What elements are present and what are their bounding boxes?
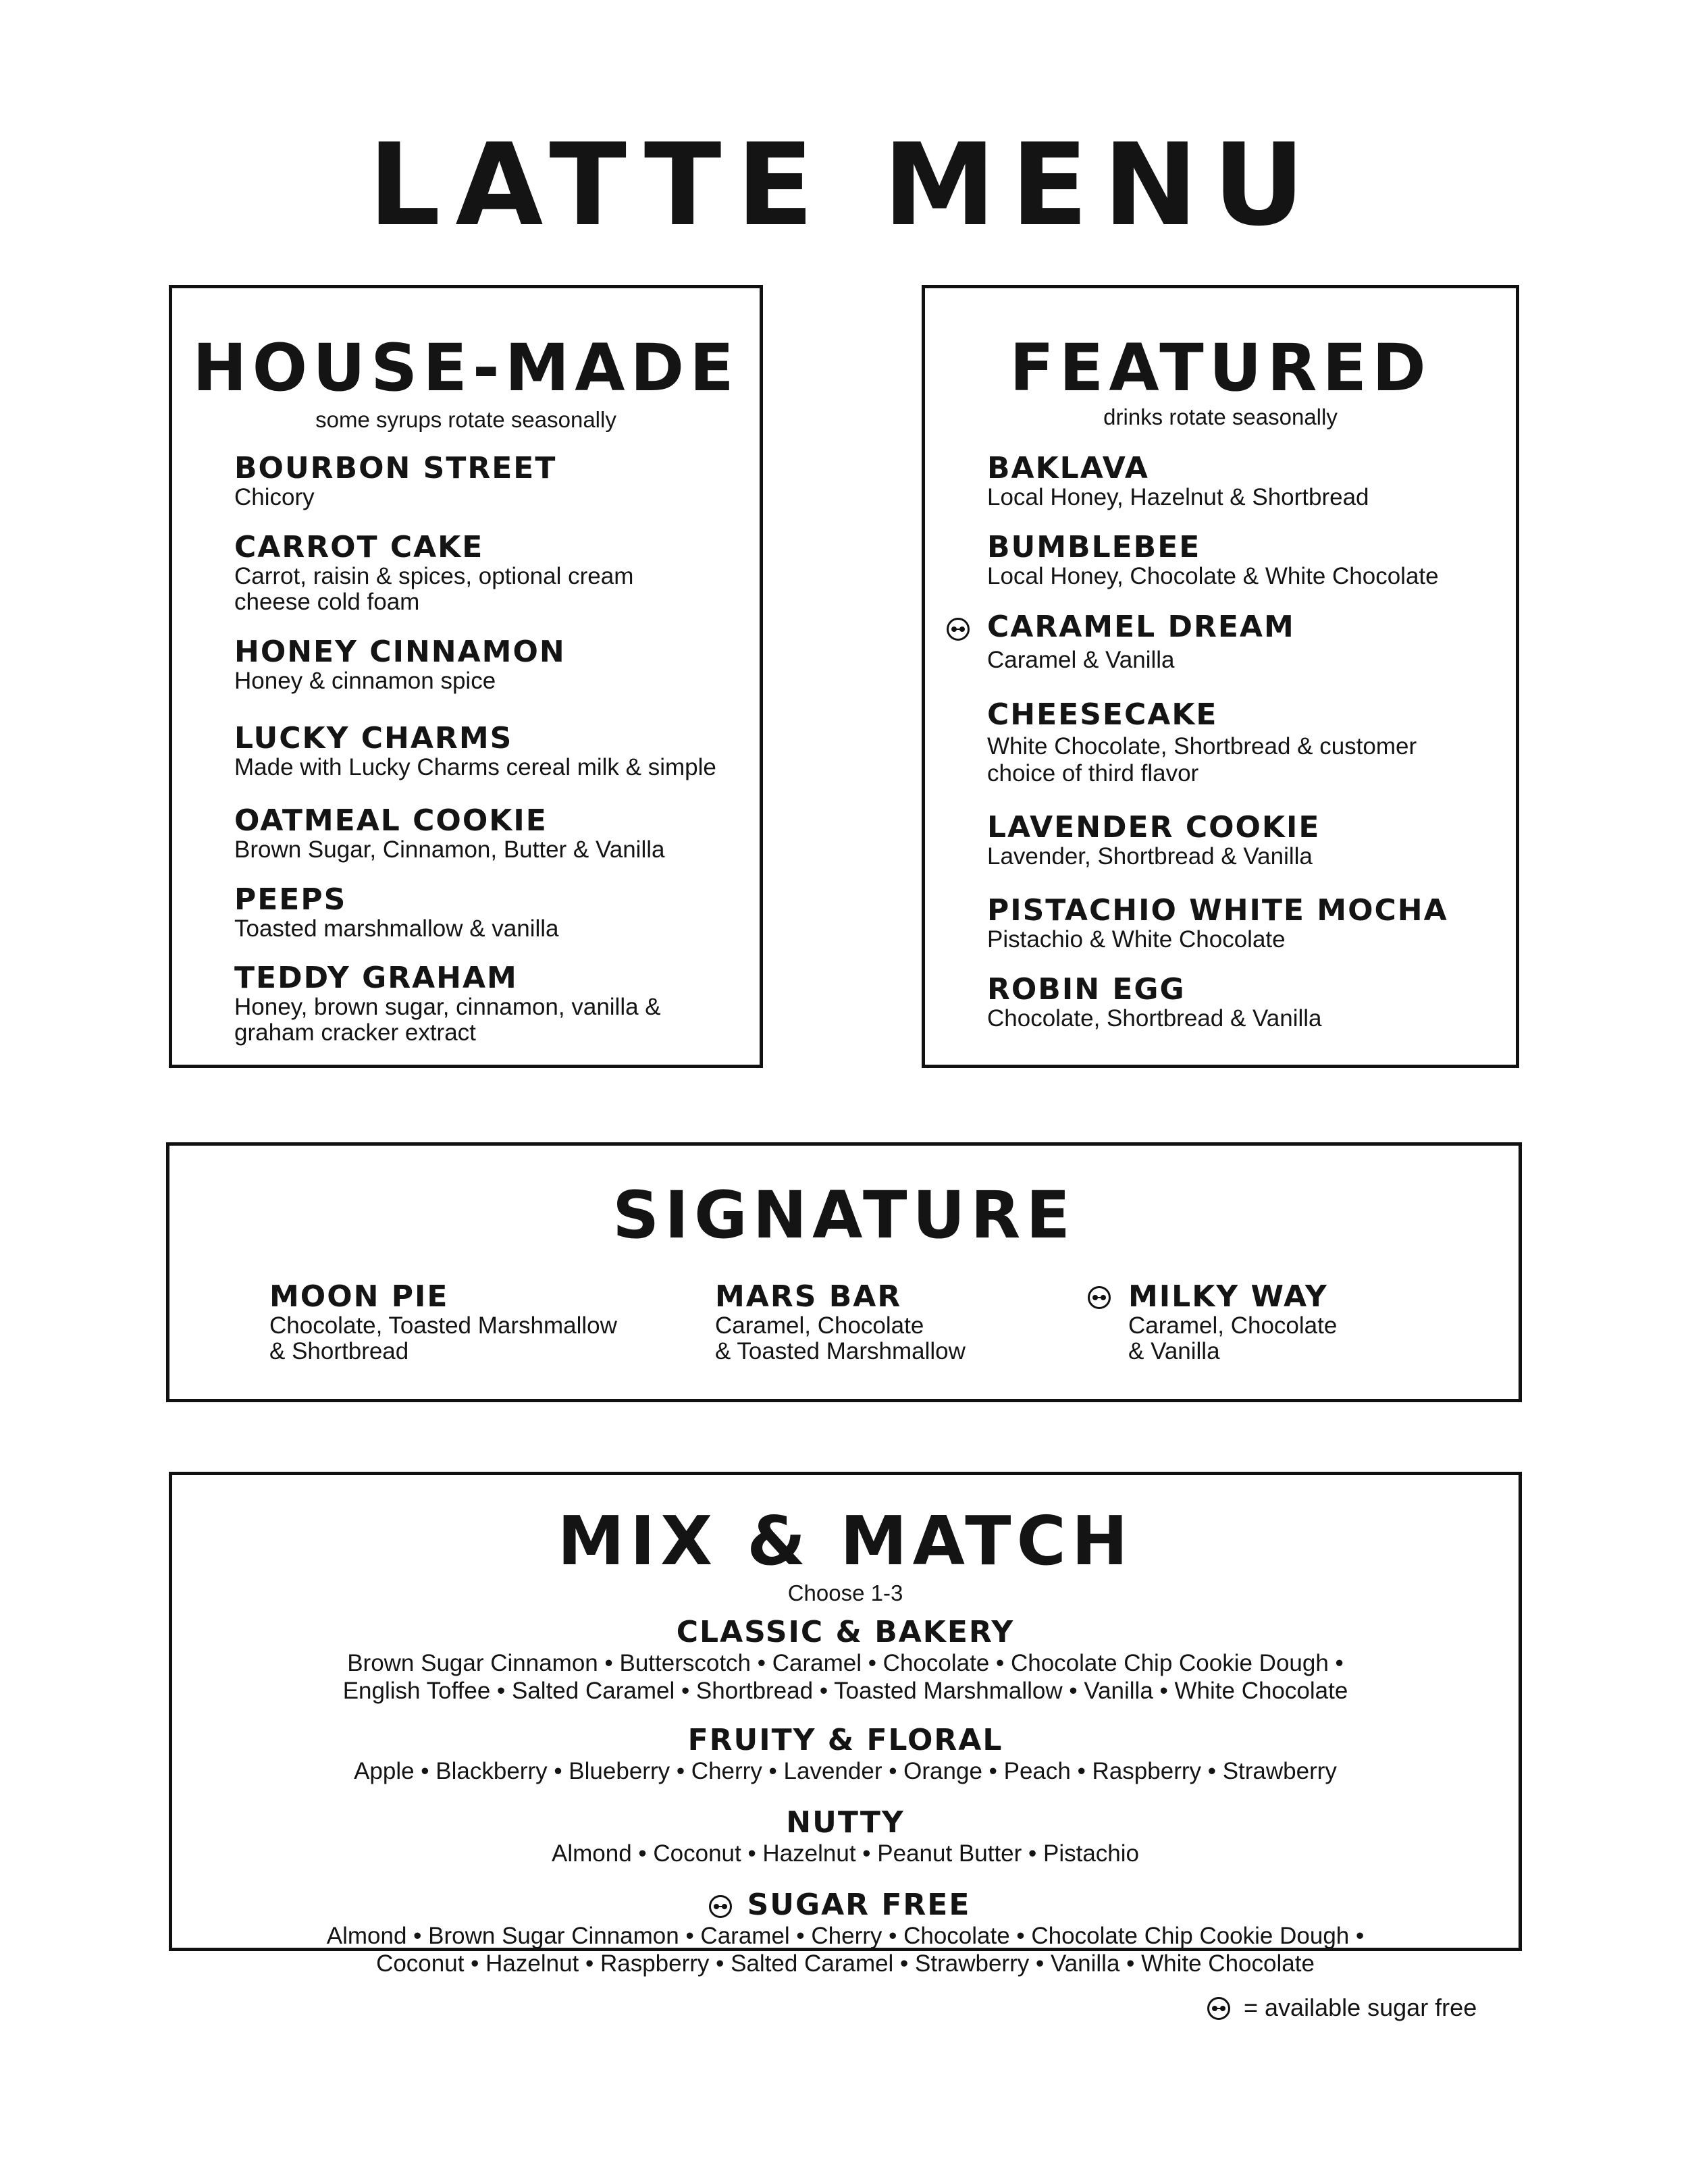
item-description: Honey & cinnamon spice [234,668,496,694]
house-made-section [169,285,763,1068]
featured-subtitle: drinks rotate seasonally [1103,404,1338,429]
menu-item [1128,1281,1337,1364]
menu-item [234,962,661,1046]
menu-item [234,636,566,694]
menu-item [715,1281,966,1364]
mix-match-title: MIX & MATCH [557,1501,1134,1580]
sugar-free-icon [1088,1286,1111,1309]
item-description: Toasted marshmallow & vanilla [234,915,559,942]
item-name: ROBIN EGG [987,972,1186,1007]
flavor-list: Coconut • Hazelnut • Raspberry • Salted Caramel • Strawberry • Vanilla • White Chocolate [376,1950,1315,1977]
item-name: PISTACHIO WHITE MOCHA [987,893,1448,928]
item-name: HONEY CINNAMON [234,635,566,669]
item-description: Made with Lucky Charms cereal milk & simple [234,754,716,780]
signature-section [166,1142,1522,1402]
item-description: Local Honey, Chocolate & White Chocolate [987,563,1439,589]
signature-title: SIGNATURE [612,1177,1076,1253]
item-description: Caramel, Chocolate [715,1312,924,1339]
menu-item [987,611,1295,673]
category-block [172,1888,1519,1977]
item-description: White Chocolate, Shortbread & customer [987,733,1417,760]
menu-item [987,811,1320,870]
menu-item [234,805,664,863]
legend-text: = available sugar free [1244,1994,1477,2021]
item-description: Chocolate, Toasted Marshmallow [269,1312,617,1339]
item-name: MARS BAR [715,1279,902,1314]
item-description: Pistachio & White Chocolate [987,926,1286,953]
item-description: & Shortbread [269,1338,409,1364]
item-description: Local Honey, Hazelnut & Shortbread [987,484,1369,510]
item-name: CARROT CAKE [234,530,484,564]
menu-item [987,895,1448,953]
item-description: Caramel, Chocolate [1128,1312,1338,1339]
item-description: cheese cold foam [234,589,420,615]
category-title: CLASSIC & BAKERY [676,1615,1015,1649]
item-description: Lavender, Shortbread & Vanilla [987,843,1313,870]
item-description: Chicory [234,484,315,510]
menu-item [987,531,1439,589]
item-name: OATMEAL COOKIE [234,803,548,838]
item-name: BAKLAVA [987,451,1149,485]
mix-match-subtitle: Choose 1-3 [787,1580,903,1605]
menu-item [234,722,716,780]
menu-item [987,699,1417,788]
page-title: LATTE MENU [368,119,1320,251]
item-description: Chocolate, Shortbread & Vanilla [987,1005,1322,1032]
item-name: CARAMEL DREAM [987,610,1295,644]
item-name: TEDDY GRAHAM [234,961,518,995]
item-name: MOON PIE [269,1279,449,1314]
item-name: CHEESECAKE [987,697,1218,732]
item-description: graham cracker extract [234,1019,476,1046]
item-name: BOURBON STREET [234,451,557,485]
menu-item [987,974,1322,1032]
menu-item [234,531,633,615]
featured-section [922,285,1519,1068]
flavor-list: Almond • Coconut • Hazelnut • Peanut Butter • Pistachio [551,1840,1140,1867]
item-description: choice of third flavor [987,760,1199,787]
menu-item [987,452,1369,510]
mix-match-section [169,1472,1522,1977]
category-title: FRUITY & FLORAL [687,1723,1003,1757]
category-block [172,1724,1519,1785]
item-name: LUCKY CHARMS [234,721,513,755]
category-block [172,1616,1519,1705]
category-title: NUTTY [786,1805,905,1840]
item-description: Brown Sugar, Cinnamon, Butter & Vanilla [234,836,665,863]
house-made-subtitle: some syrups rotate seasonally [315,407,616,432]
category-title: SUGAR FREE [747,1888,971,1922]
item-description: & Vanilla [1128,1338,1220,1364]
category-block [172,1806,1519,1867]
item-name: PEEPS [234,882,347,917]
item-description: Caramel & Vanilla [987,647,1175,673]
sugar-free-icon [1207,1997,1230,2020]
flavor-list: Brown Sugar Cinnamon • Butterscotch • Caramel • Chocolate • Chocolate Chip Cookie Dough • [347,1650,1344,1676]
sugar-free-icon [947,618,970,641]
item-description: & Toasted Marshmallow [715,1338,966,1364]
item-description: Honey, brown sugar, cinnamon, vanilla & [234,994,661,1020]
flavor-list: Almond • Brown Sugar Cinnamon • Caramel • Cherry • Chocolate • Chocolate Chip Cookie Dough • [326,1923,1365,1949]
legend [1202,1992,1512,2025]
item-name: BUMBLEBEE [987,530,1201,564]
flavor-list: Apple • Blackberry • Blueberry • Cherry • Lavender • Orange • Peach • Raspberry • Strawberry [354,1758,1337,1784]
item-name: LAVENDER COOKIE [987,810,1321,845]
item-name: MILKY WAY [1128,1279,1328,1314]
menu-item [234,452,556,510]
menu-item [234,884,558,942]
house-made-title: HOUSE-MADE [192,330,739,406]
flavor-list: English Toffee • Salted Caramel • Shortbread • Toasted Marshmallow • Vanilla • White Chocolate [342,1678,1348,1704]
item-description: Carrot, raisin & spices, optional cream [234,563,634,589]
featured-title: FEATURED [1009,330,1431,406]
menu-item [269,1281,617,1364]
